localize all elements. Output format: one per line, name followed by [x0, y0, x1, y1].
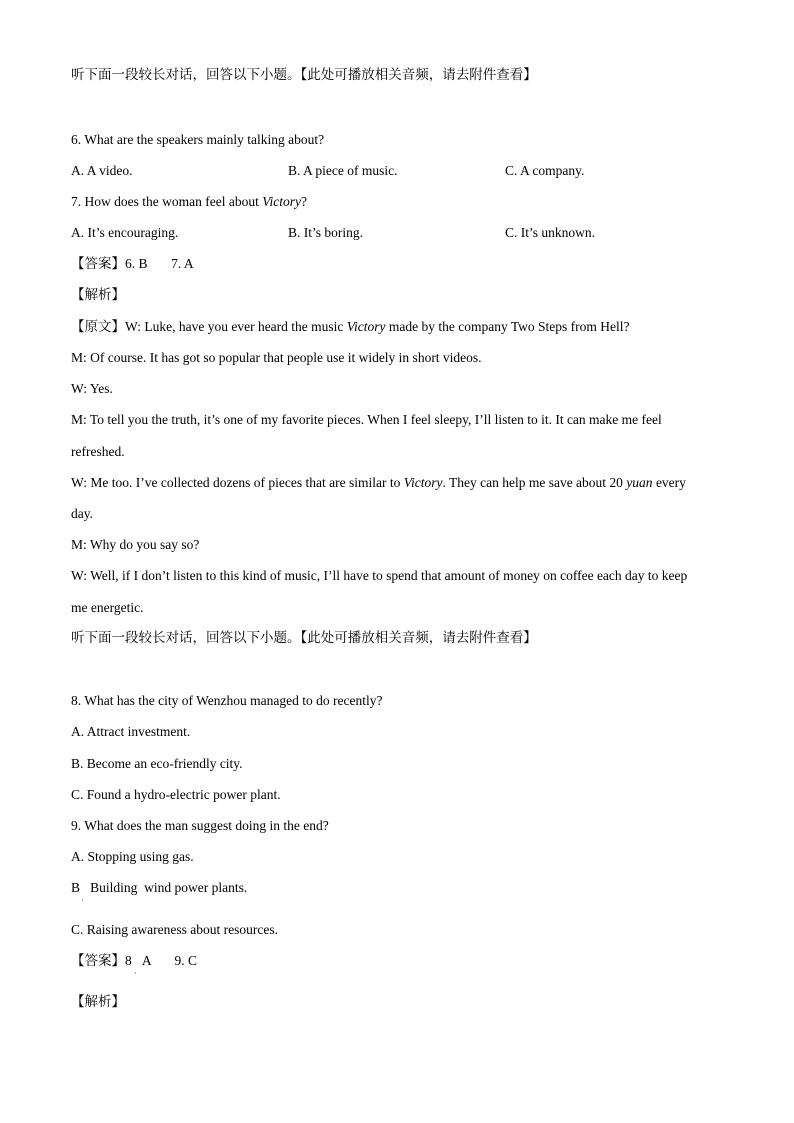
q7-option-c: C. It’s unknown. [505, 225, 596, 240]
question-9: 9. What does the man suggest doing in the end? [71, 818, 329, 833]
transcript-line-5: refreshed. [71, 444, 125, 459]
transcript-line-9: W: Well, if I don’t listen to this kind of music, I’ll have to spend that amount of money on coffee each day to keep [71, 568, 688, 583]
analysis-2: 【解析】 [71, 994, 125, 1010]
transcript-line-2: M: Of course. It has got so popular that people use it widely in short videos. [71, 350, 482, 365]
stray-dot: · [81, 896, 84, 905]
q9-option-a: A. Stopping using gas. [71, 849, 194, 864]
answer-1 [71, 255, 194, 273]
q8-option-c: C. Found a hydro-electric power plant. [71, 787, 281, 802]
transcript-line-8: M: Why do you say so? [71, 537, 200, 552]
answer-2 [71, 952, 197, 970]
listening-intro-1: 听下面一段较长对话，回答以下小题。【此处可播放相关音频，请去附件查看】 [71, 67, 537, 83]
question-8: 8. What has the city of Wenzhou managed to do recently? [71, 693, 383, 708]
question-7: 7. How does the woman feel about Victory? [71, 194, 307, 209]
q8-option-b: B. Become an eco-friendly city. [71, 756, 243, 771]
q6-option-a: A. A video. [71, 163, 133, 178]
answer-text: 8 A 9. C [125, 953, 198, 968]
question-6: 6. What are the speakers mainly talking about? [71, 132, 325, 147]
q6-option-c: C. A company. [505, 163, 585, 178]
stray-dot: · [134, 969, 137, 978]
transcript-line-6: W: Me too. I’ve collected dozens of pieces that are similar to Victory. They can help me save about 20 yuan every [71, 475, 686, 490]
transcript-line-10: me energetic. [71, 600, 144, 615]
q8-option-a: A. Attract investment. [71, 724, 191, 739]
answer-label: 【答案】 [71, 953, 125, 969]
q7-option-a: A. It’s encouraging. [71, 225, 179, 240]
answer-label: 【答案】 [71, 256, 125, 272]
q6-option-b: B. A piece of music. [288, 163, 398, 178]
transcript-line-7: day. [71, 506, 93, 521]
q7-option-b: B. It’s boring. [288, 225, 364, 240]
transcript-label: 【原文】 [71, 319, 125, 335]
analysis-1: 【解析】 [71, 287, 125, 303]
answer-text: 6. B 7. A [125, 256, 194, 271]
q9-option-b: B Building wind power plants. [71, 880, 248, 895]
transcript-line-3: W: Yes. [71, 381, 113, 396]
listening-intro-2: 听下面一段较长对话，回答以下小题。【此处可播放相关音频，请去附件查看】 [71, 630, 537, 646]
transcript-line-1: 【原文】W: Luke, have you ever heard the music Victory made by the company Two Steps from Hell? [71, 319, 630, 335]
transcript-line-4: M: To tell you the truth, it’s one of my favorite pieces. When I feel sleepy, I’ll listen to it. It can make me feel [71, 412, 662, 427]
q9-option-c: C. Raising awareness about resources. [71, 922, 278, 937]
